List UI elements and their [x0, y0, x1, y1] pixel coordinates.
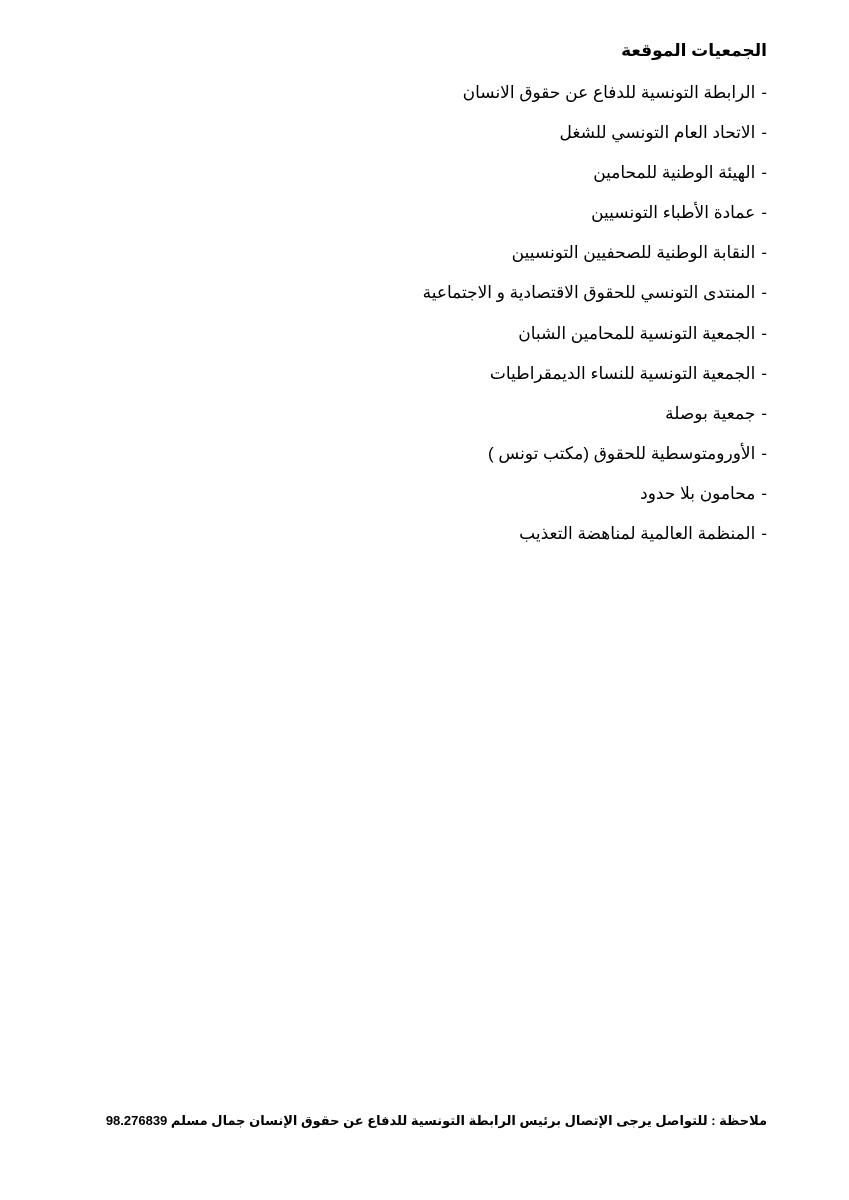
signatory-name: الجمعية التونسية للنساء الديمقراطيات — [489, 363, 756, 383]
footer-note: ملاحظة : للتواصل يرجى الإتصال برئيس الرابطة التونسية للدفاع عن حقوق الإنسان جمال مسلم 98.276839 — [105, 1113, 767, 1128]
list-dash: - — [761, 403, 767, 423]
list-dash: - — [761, 163, 767, 183]
signatory-name: الجمعية التونسية للمحامين الشبان — [518, 323, 756, 343]
list-item — [423, 323, 767, 363]
list-item — [423, 523, 767, 563]
list-item — [423, 242, 767, 282]
list-dash: - — [761, 443, 767, 463]
page-heading: الجمعيات الموقعة — [621, 41, 767, 60]
list-dash: - — [761, 283, 767, 303]
signatory-name: عمادة الأطباء التونسيين — [591, 203, 756, 223]
signatory-name: الرابطة التونسية للدفاع عن حقوق الانسان — [462, 83, 756, 102]
signatory-name: المنتدى التونسي للحقوق الاقتصادية و الاجتماعية — [422, 283, 756, 303]
signatory-name: الهيئة الوطنية للمحامين — [593, 163, 756, 183]
signatory-name: محامون بلا حدود — [640, 483, 756, 503]
signatory-name: الاتحاد العام التونسي للشغل — [559, 123, 756, 143]
list-item — [423, 443, 767, 483]
list-dash: - — [761, 123, 767, 143]
list-dash: - — [761, 323, 767, 343]
list-item — [423, 282, 767, 322]
signatory-name: جمعية بوصلة — [665, 403, 756, 423]
list-item — [423, 483, 767, 523]
list-item — [423, 363, 767, 403]
signatories-list — [423, 82, 767, 563]
list-dash: - — [761, 83, 767, 102]
list-item — [423, 162, 767, 202]
list-dash: - — [761, 524, 767, 544]
list-item — [423, 202, 767, 242]
list-item — [423, 403, 767, 443]
list-dash: - — [761, 243, 767, 263]
signatory-name: المنظمة العالمية لمناهضة التعذيب — [519, 524, 756, 544]
list-dash: - — [761, 363, 767, 383]
list-dash: - — [761, 203, 767, 223]
list-item — [423, 82, 767, 122]
signatory-name: النقابة الوطنية للصحفيين التونسيين — [511, 243, 756, 263]
signatory-name: الأورومتوسطية للحقوق (مكتب تونس ) — [488, 443, 756, 463]
list-item — [423, 122, 767, 162]
list-dash: - — [761, 483, 767, 503]
